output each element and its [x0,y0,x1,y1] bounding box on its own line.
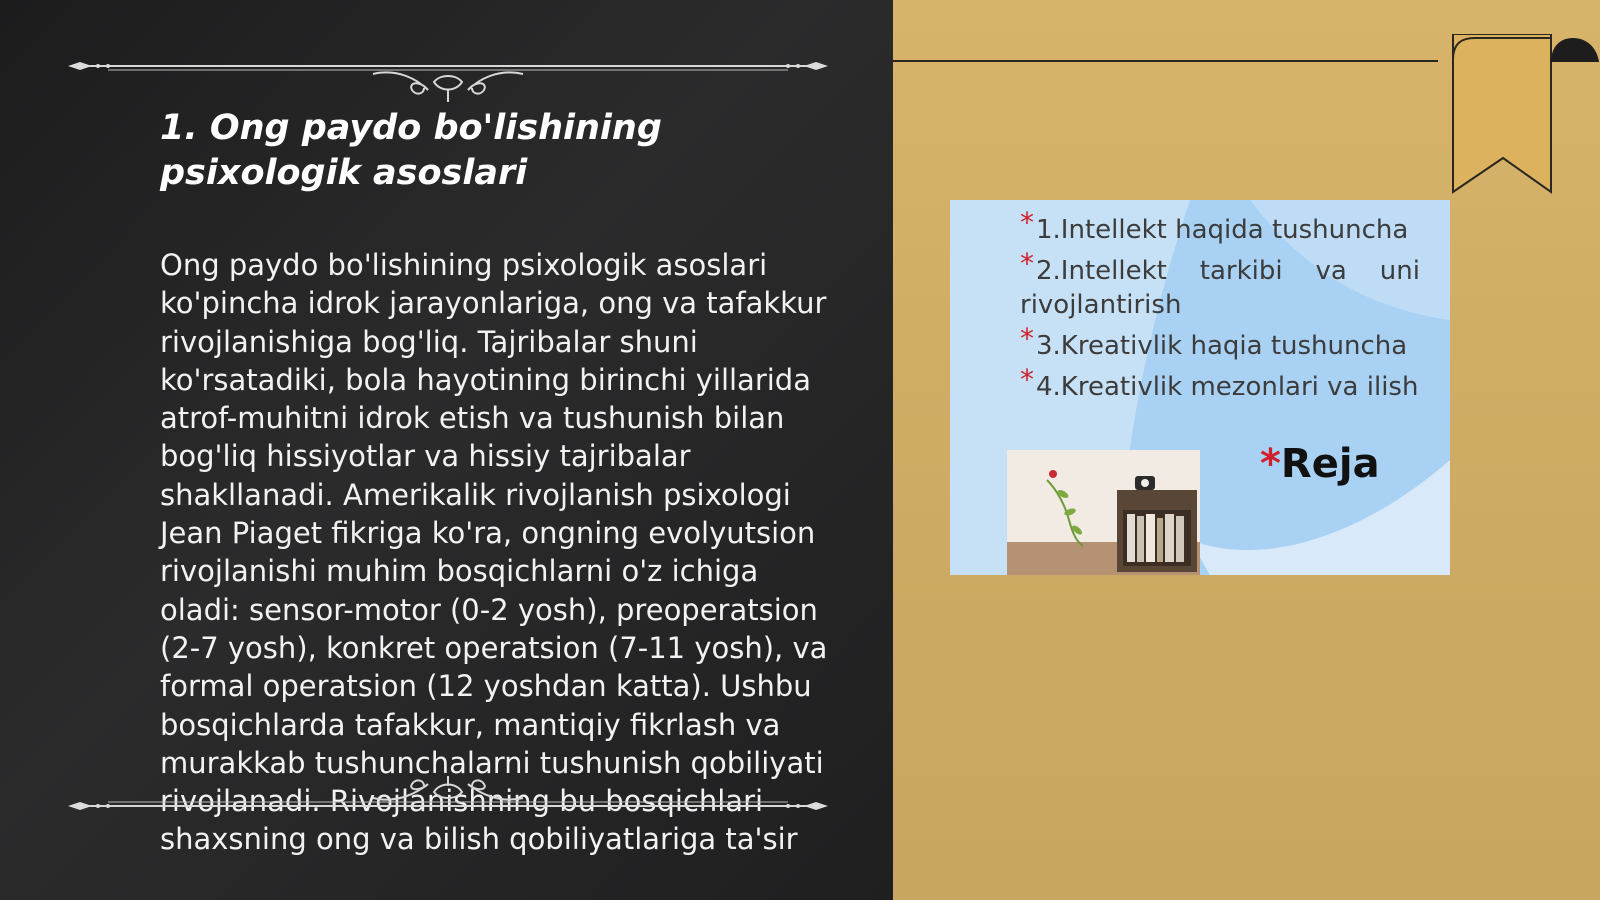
divider-line [893,60,1438,62]
slide-title: 1. Ong paydo bo'lishining psixologik asoslari [160,108,662,193]
agenda-item: *4.Kreativlik mezonlari va ilish [1020,363,1419,402]
agenda-list [1020,206,1420,410]
bullet-star-icon: * [1020,363,1034,396]
bullet-star-icon: * [1260,441,1281,487]
scroll-ornament-icon [68,52,828,102]
bullet-star-icon: * [1020,206,1034,239]
agenda-item: *1.Intellekt haqida tushuncha [1020,206,1409,245]
agenda-item: *2.Intellekt tarkibi va uni rivojlantirish [1020,247,1420,320]
bookmark-ribbon-icon [1433,34,1600,204]
agenda-item: *3.Kreativlik haqia tushuncha [1020,322,1408,361]
agenda-image-card [950,200,1450,575]
room-photo [1007,450,1200,575]
bullet-star-icon: * [1020,322,1034,355]
reja-heading: *Reja [1260,441,1380,487]
gold-side-panel [893,0,1600,900]
body-paragraph: Ong paydo bo'lishining psixologik asoslari ko'pincha idrok jarayonlariga, ong va tafakkur rivojlanishiga bog'liq. Tajribalar shuni ko'rsatadiki, bola hayotining birinchi yillarida atrof-muhitni idrok etish va tushunish bilan bog'liq hissiyotlar va hissiy tajribalar shakllanadi. Amerikalik rivojlanish psixologi Jean Piaget fikriga ko'ra, ongning evolyutsion rivojlanishi muhim bosqichlarni o'z ichiga oladi: sensor-motor (0-2 yosh), preoperatsion (2-7 yosh), konkret operatsion (7-11 yosh), va formal operatsion (12 yoshdan katta). Ushbu bosqichlarda tafakkur, mantiqiy fikrlash va murakkab tushunchalarni tushunish qobiliyati rivojlanadi. Rivojlanishning bu bosqichlari shaxsning ong va bilish qobiliyatlariga ta'sir [160,248,828,857]
bullet-star-icon: * [1020,247,1034,280]
